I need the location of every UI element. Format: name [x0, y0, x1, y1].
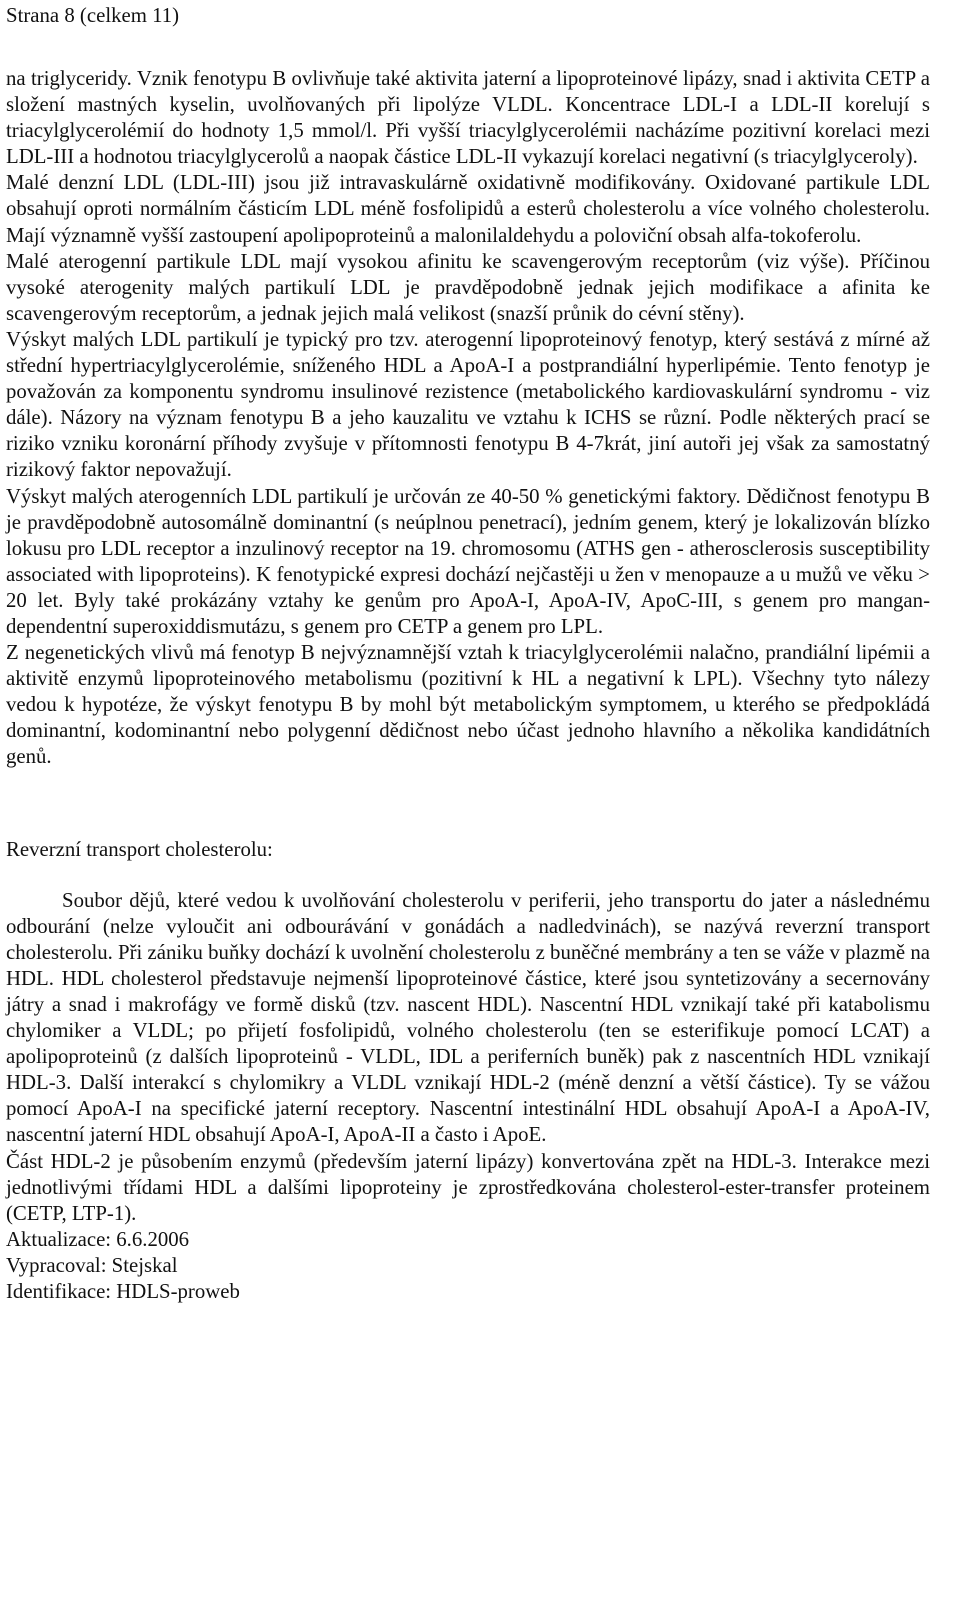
paragraph-genetics: Výskyt malých aterogenních LDL partikulí je určován ze 40-50 % genetickými faktory. Dědičnost fenotypu B je pravděpodobně autosomálně dominantní (s neúplnou penetrací), jedním genem, který je lokalizován blízko lokusu pro LDL receptor a inzulinový receptor na 19. chromosomu (ATHS gen - atherosclerosis susceptibility associated with lipoproteins). K fenotypické expresi dochází nejčastěji u žen v menopauze a u mužů ve věku > 20 let. Byly také prokázány vztahy ke genům pro ApoA-I, ApoA-IV, ApoC-III, s genem pro mangan-dependentní superoxiddismutázu, s genem pro CETP a genem pro LPL. — [6, 484, 930, 638]
paragraph-hdl-conversion: Část HDL-2 je působením enzymů (především jaterní lipázy) konvertována zpět na HDL-3. Interakce mezi jednotlivými třídami HDL a dalšími lipoproteiny je zprostředkována cholesterol-ester-transfer proteinem (CETP, LTP-1). — [6, 1149, 930, 1225]
footer-identifier: Identifikace: HDLS-proweb — [6, 1280, 240, 1304]
paragraph-phenotype-b-lipase: na triglyceridy. Vznik fenotypu B ovlivňuje také aktivita jaterní a lipoproteinové lipázy, snad i aktivita CETP a složení mastných kyselin, uvolňovaných při lipolýze VLDL. Koncentrace LDL-I a LDL-II korelují s triacylglycerolémií do hodnoty 1,5 mmol/l. Při vyšší triacylglycerolémii nacházíme pozitivní korelaci mezi LDL-III a hodnotou triacylglycerolů a naopak částice LDL-II vykazují korelaci negativní (s triacylglyceroly). — [6, 67, 930, 169]
section-title-reverse-transport: Reverzní transport cholesterolu: — [6, 837, 273, 861]
footer-author: Vypracoval: Stejskal — [6, 1253, 178, 1277]
paragraph-reverse-transport: Soubor dějů, které vedou k uvolňování cholesterolu v periferii, jeho transportu do jater a následnému odbourání (nelze vyloučit ani odbourávání v gonádách a nadledvinách), se nazývá reverzní transport cholesterolu. Při zániku buňky dochází k uvolnění cholesterolu z buněčné membrány a ten se váže v plazmě na HDL. HDL cholesterol představuje nejmenší lipoproteinové částice, které jsou syntetizovány a secernovány játry a snad i makrofágy ve formě disků (tzv. nascent HDL). Nascentní HDL vznikají také při katabolismu chylomiker a VLDL; po přijetí fosfolipidů, volného cholesterolu (ten se esterifikuje pomocí LCAT) a apolipoproteinů (z dalších lipoproteinů - VLDL, IDL a periferních buněk) pak z nascentních HDL vznikají HDL-3. Další interakcí s chylomikry a VLDL vznikají HDL-2 (méně denzní a větší částice). Ty se vážou pomocí ApoA-I na specifické jaterní receptory. Nascentní intestinální HDL obsahují ApoA-I a ApoA-IV, nascentní jaterní HDL obsahují ApoA-I, ApoA-II a často i ApoE. — [6, 888, 930, 1147]
paragraph-small-dense-ldl: Malé denzní LDL (LDL-III) jsou již intravaskulárně oxidativně modifikovány. Oxidované partikule LDL obsahují oproti normálním částicím LDL méně fosfolipidů a esterů cholesterolu a více volného cholesterolu. Mají významně vyšší zastoupení apolipoproteinů a malonilaldehydu a poloviční obsah alfa-tokoferolu. — [6, 171, 930, 247]
document-body — [6, 66, 930, 1305]
paragraph-atherogenic-ldl: Malé aterogenní partikule LDL mají vysokou afinitu ke scavengerovým receptorům (viz výše). Příčinou vysoké aterogenity malých partikulí LDL je pravděpodobně jednak jejich modifikace a afinita ke scavengerovým receptorům, a jednak jejich malá velikost (snazší průnik do cévní stěny). — [6, 249, 930, 325]
paragraph-atherogenic-phenotype: Výskyt malých LDL partikulí je typický pro tzv. aterogenní lipoproteinový fenotyp, který sestává z mírné až střední hypertriacylglycerolémie, sníženého HDL a ApoA-I a postprandiální hyperlipémie. Tento fenotyp je považován za komponentu syndromu insulinové rezistence (metabolického kardiovaskulární syndromu - viz dále). Názory na význam fenotypu B a jeho kauzalitu ve vztahu k ICHS se různí. Podle některých prací se riziko vzniku koronární příhody zvyšuje v přítomnosti fenotypu B 4-7krát, jiní autoři jej však za samostatný rizikový faktor nepovažují. — [6, 327, 930, 482]
paragraph-non-genetic-factors: Z negenetických vlivů má fenotyp B nejvýznamnější vztah k triacylglycerolémii nalačno, prandiální lipémii a aktivitě enzymů lipoproteinového metabolismu (pozitivní k HL a negativní k LPL). Všechny tyto nálezy vedou k hypotéze, že výskyt fenotypu B by mohl být metabolickým symptomem, u kterého se předpokládá dominantní, kodominantní nebo polygenní dědičnost nebo účast jednoho hlavního a několika kandidátních genů. — [6, 641, 930, 769]
page-number-header: Strana 8 (celkem 11) — [6, 4, 180, 27]
footer-updated: Aktualizace: 6.6.2006 — [6, 1227, 190, 1251]
